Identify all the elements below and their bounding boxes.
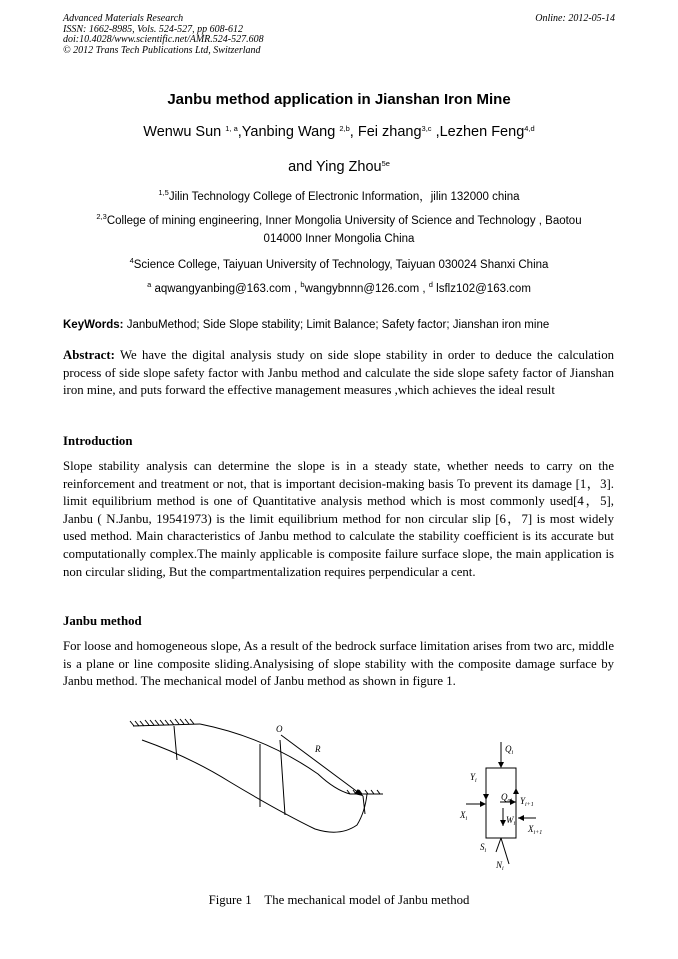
qi-arrowhead — [498, 762, 504, 768]
label-xi1: $X_{i+1}$ — [528, 824, 543, 836]
force-ni-arrow — [501, 838, 509, 864]
figure-1 — [100, 712, 580, 882]
label-qi: $Q_i$ — [505, 744, 514, 756]
janbu-heading: Janbu method — [63, 614, 142, 628]
affiliation-2: $^{2,3}$College of mining engineering, Inner Mongolia University of Science and Technology , Baotou 014000 Inner Mongolia China — [96, 212, 582, 245]
paper-title: Janbu method application in Jianshan Iron Mine — [167, 91, 511, 108]
ground-hatching-toe — [347, 790, 380, 794]
label-qai: $Q_{ai}$ — [501, 792, 513, 804]
keywords — [63, 319, 623, 331]
author-line-2: and Ying Zhou$^{5e}$ — [288, 159, 390, 175]
affiliation-3: $^4$Science College, Taiyuan University of Technology, Taiyuan 030024 Shanxi China — [129, 256, 549, 271]
janbu-text: For loose and homogeneous slope, As a result of the bedrock surface limitation arises from two arc, middle is a plane or line composite sliding.Analysising of slope stability with the composite damage surface by Janbu method. The mechanical model of Janbu method as shown in figure 1. — [63, 639, 614, 689]
xi-arrowhead — [480, 801, 486, 807]
online-date: Online: 2012-05-14 — [535, 13, 615, 24]
slope-surface — [200, 724, 350, 794]
label-yi: $Y_i$ — [470, 772, 477, 784]
label-wi: $W_i$ — [506, 815, 516, 827]
label-ni: $N_i$ — [496, 860, 504, 872]
author-line-1: Wenwu Sun $^{1, a}$,Yanbing Wang $^{2,b}$, Fei zhang$^{3,c}$ ,Lezhen Feng$^{4,d}$ — [143, 124, 535, 140]
label-xi: $X_i$ — [460, 810, 468, 822]
abstract-label: Abstract: — [63, 348, 115, 362]
mechanical-model-diagram — [100, 712, 580, 882]
slice-line-1 — [174, 726, 177, 760]
label-r: R — [315, 744, 321, 754]
xi1-arrowhead — [518, 815, 524, 821]
label-o: O — [276, 724, 283, 734]
copyright-line: © 2012 Trans Tech Publications Ltd, Switzerland — [63, 44, 261, 56]
keywords-text: JanbuMethod; Side Slope stability; Limit Balance; Safety factor; Jianshan iron mine — [123, 319, 550, 331]
introduction-heading: Introduction — [63, 434, 133, 448]
force-si-arrow — [496, 838, 501, 852]
figure-caption: Figure 1 The mechanical model of Janbu method — [208, 893, 470, 907]
keywords-label: KeyWords: — [63, 319, 124, 331]
issn-line: ISSN: 1662-8985, Vols. 524-527, pp 608-612 — [63, 23, 243, 35]
affiliation-1: $^{1,5}$Jilin Technology College of Electronic Information，jilin 132000 china — [158, 188, 520, 203]
journal-name: Advanced Materials Research — [63, 13, 184, 24]
abstract — [63, 347, 614, 400]
label-si: $S_i$ — [480, 842, 487, 854]
abstract-text: We have the digital analysis study on side slope stability in order to deduce the calculation process of side slope safety factor with Janbu method and calculate the side slope safety factor of Jianshan iron mine, and puts forward the effective management measures ,which achieves the ideal result — [63, 348, 614, 398]
yi-arrowhead — [483, 794, 489, 800]
yi1-arrowhead — [513, 788, 519, 794]
slice-line-3 — [280, 740, 285, 815]
doi-line: doi:10.4028/www.scientific.net/AMR.524-527.608 — [63, 34, 264, 45]
label-yi1: $Y_{i+1}$ — [520, 796, 534, 808]
introduction-text: Slope stability analysis can determine the slope is in a steady state, whether needs to carry on the reinforcement and treatment or not, that is important decision-making basis To prevent its damage [1，3]. limit equilibrium method is one of Quantitative analysis method which is most commonly used[4，5], Janbu ( N.Janbu, 19541973) is the limit equilibrium method for non circular slip [6，7] is most widely used method. Main characteristics of Janbu method to calculate the stability coefficient is its accurate but computationally complex.The mainly applicable is composite failure surface slope, the main application is non circular sliding, But the compartmentalization requires perpendicular a cent. — [63, 459, 627, 579]
running-header — [63, 14, 264, 56]
radius-line — [281, 735, 363, 796]
author-emails: $^a$ aqwangyanbing@163.com , $^b$wangybnnn@126.com , $^d$ lsflz102@163.com — [147, 280, 531, 295]
